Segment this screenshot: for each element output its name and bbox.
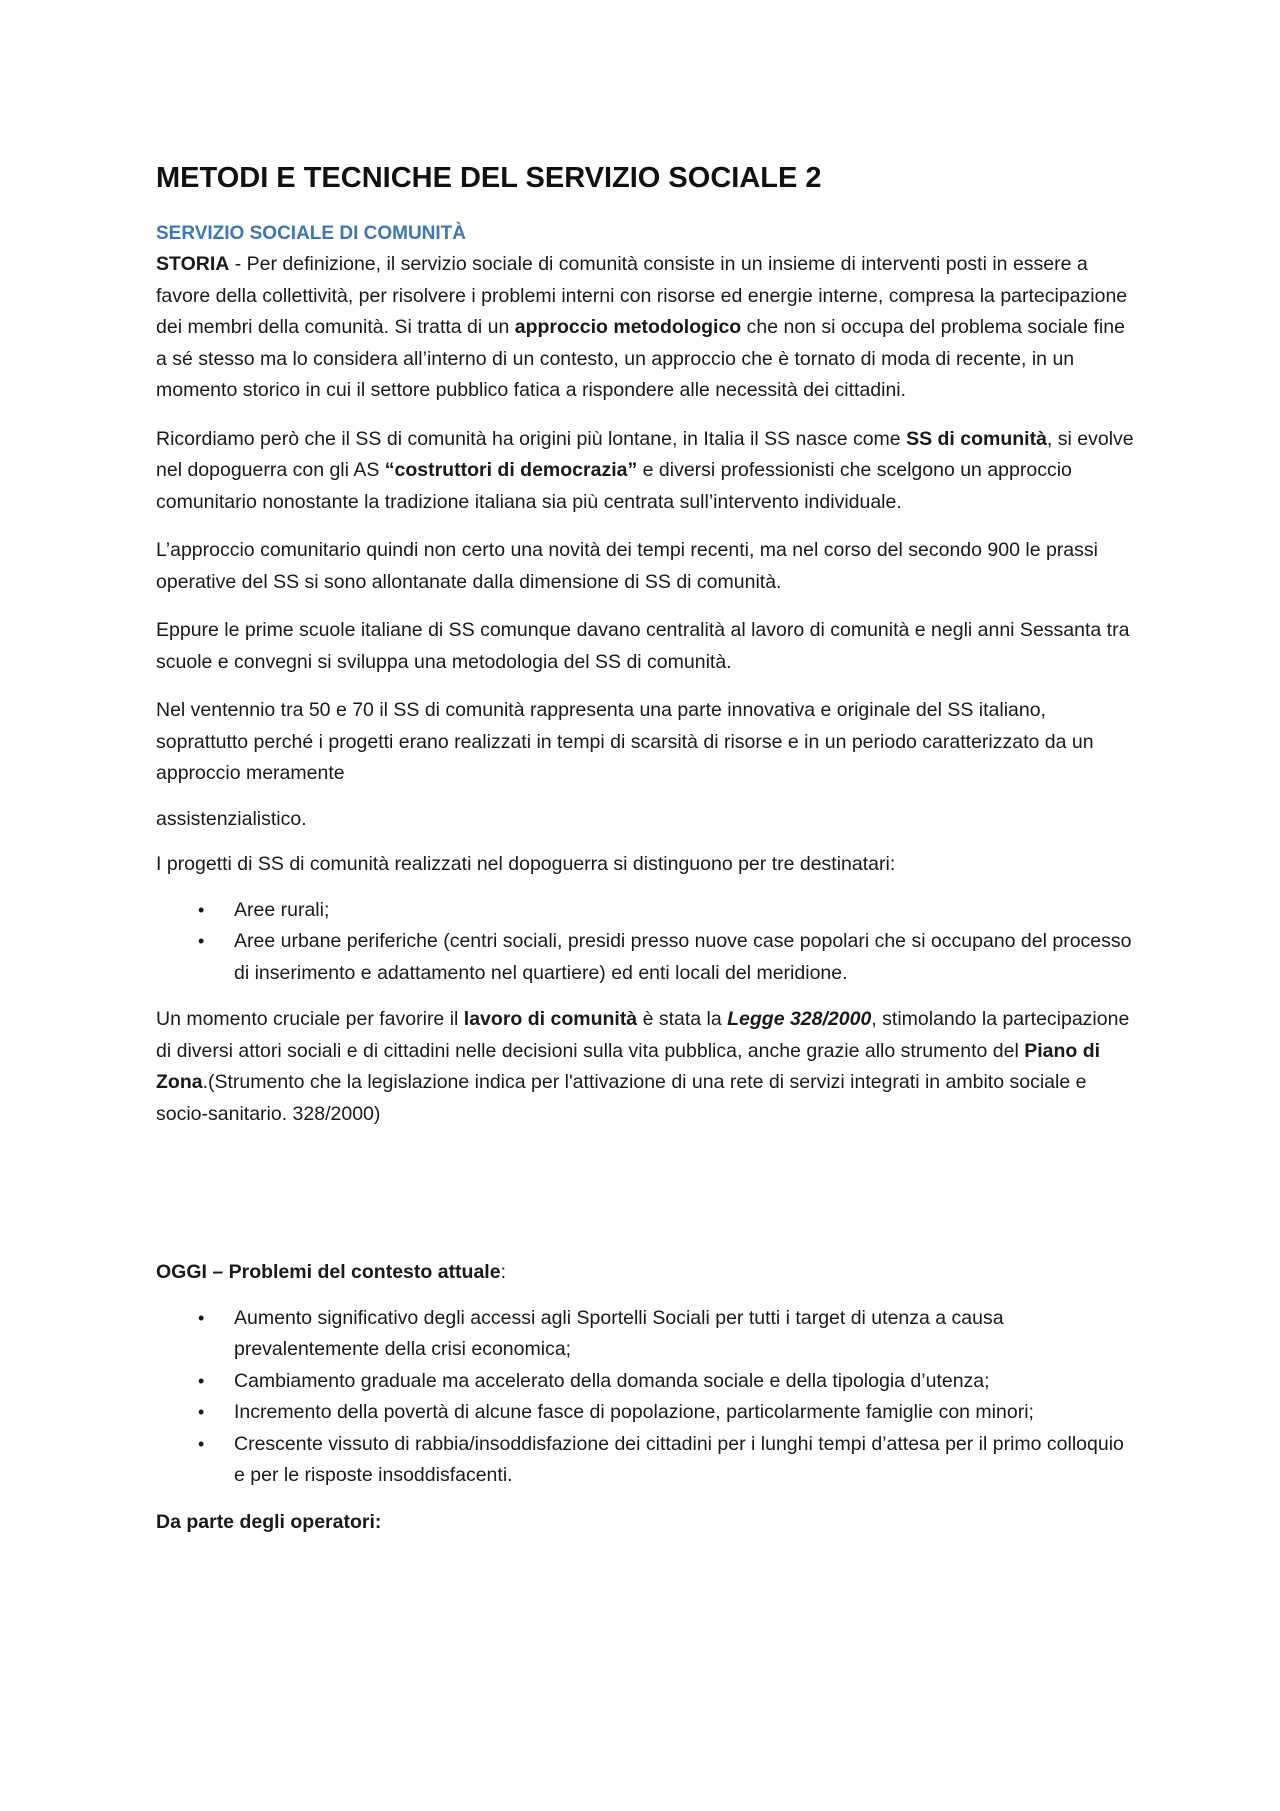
bullet-icon: • xyxy=(198,1402,205,1422)
list-item: • Aumento significativo degli accessi agli Sportelli Sociali per tutti i target di utenza a causa prevalentemente della crisi economica; xyxy=(156,1303,1136,1366)
list-item: • Aree urbane periferiche (centri sociali, presidi presso nuove case popolari che si occupano del processo di inserimento e adattamento nel quartiere) ed enti locali del meridione. xyxy=(156,926,1136,989)
bold-text: SS di comunità xyxy=(906,427,1047,450)
bold-text: OGGI – Problemi del contesto attuale xyxy=(156,1261,501,1283)
bullet-icon: • xyxy=(198,931,205,951)
bullet-icon: • xyxy=(198,1433,205,1454)
paragraph-operatori xyxy=(156,1507,1136,1539)
bold-text: lavoro di comunità xyxy=(463,1008,638,1030)
paragraph-scuole: Eppure le prime scuole italiane di SS comunque davano centralità al lavoro di comunità e negli anni Sessanta tra scuole e convegni si sviluppa una metodologia del SS di comunità. xyxy=(156,619,1130,673)
paragraph-legge: Un momento cruciale per favorire il lavoro di comunità è stata la Legge 328/2000, stimolando la partecipazione di diversi attori sociali e di cittadini nelle decisioni sulla vita pubblica, anche grazie allo strumento del Piano di Zona.(Strumento che la legislazione indica per l'attivazione di una rete di servizi integrati in ambito sociale e socio-sanitario. 328/2000) xyxy=(156,1008,1130,1125)
paragraph-oggi: OGGI – Problemi del contesto attuale: xyxy=(156,1261,506,1283)
paragraph-ventennio: Nel ventennio tra 50 e 70 il SS di comunità rappresenta una parte innovativa e originale del SS italiano, soprattutto perché i progetti erano realizzati in tempi di scarsità di risorse e in un periodo caratterizzato da un approccio meramente xyxy=(156,699,1094,784)
list-item: • Incremento della povertà di alcune fasce di popolazione, particolarmente famiglie con minori; xyxy=(156,1397,1136,1429)
list-item: • Crescente vissuto di rabbia/insoddisfazione dei cittadini per i lunghi tempi d’attesa per il primo colloquio e per le risposte insoddisfacenti. xyxy=(156,1429,1136,1492)
bullet-icon: • xyxy=(198,1307,205,1328)
bold-text: Piano di Zona xyxy=(156,1039,1101,1093)
blank-space xyxy=(156,1147,1136,1257)
bold-italic-text: Legge 328/2000 xyxy=(727,1008,872,1030)
list-destinatari xyxy=(156,895,1136,990)
document-title: METODI E TECNICHE DEL SERVIZIO SOCIALE 2 xyxy=(156,162,822,194)
list-item: • Cambiamento graduale ma accelerato della domanda sociale e della tipologia d’utenza; xyxy=(156,1366,1136,1398)
list-problemi xyxy=(156,1303,1136,1492)
bold-text: STORIA xyxy=(156,253,230,275)
paragraph-destinatari: I progetti di SS di comunità realizzati nel dopoguerra si distinguono per tre destinatari: xyxy=(156,853,896,875)
bullet-icon: • xyxy=(198,1370,205,1391)
bold-text: Da parte degli operatori: xyxy=(156,1510,382,1533)
paragraph-storia: STORIA - Per definizione, il servizio sociale di comunità consiste in un insieme di interventi posti in essere a favore della collettività, per risolvere i problemi interni con risorse ed energie interne, compresa la partecipazione dei membri della comunità. Si tratta di un approccio metodologico che non si occupa del problema sociale fine a sé stesso ma lo considera all’interno di un contesto, un approccio che è tornato di moda di recente, in un momento storico in cui il settore pubblico fatica a rispondere alle necessità dei cittadini. xyxy=(156,253,1128,401)
paragraph-assistenzialistico: assistenzialistico. xyxy=(156,807,307,830)
bold-text: approccio metodologico xyxy=(514,316,742,338)
section-heading: SERVIZIO SOCIALE DI COMUNITÀ xyxy=(156,223,467,244)
paragraph-approccio: L’approccio comunitario quindi non certo una novità dei tempi recenti, ma nel corso del secondo 900 le prassi operative del SS si sono allontanate dalla dimensione di SS di comunità. xyxy=(156,539,1098,593)
bullet-icon: • xyxy=(198,899,205,920)
bold-text: “costruttori di democrazia” xyxy=(384,459,638,481)
document-page xyxy=(156,158,1136,1555)
paragraph-origini: Ricordiamo però che il SS di comunità ha origini più lontane, in Italia il SS nasce come SS di comunità, si evolve nel dopoguerra con gli AS “costruttori di democrazia” e diversi professionisti che scelgono un approccio comunitario nonostante la tradizione italiana sia più centrata sull’intervento individuale. xyxy=(156,427,1134,513)
list-item: • Aree rurali; xyxy=(156,895,1136,927)
